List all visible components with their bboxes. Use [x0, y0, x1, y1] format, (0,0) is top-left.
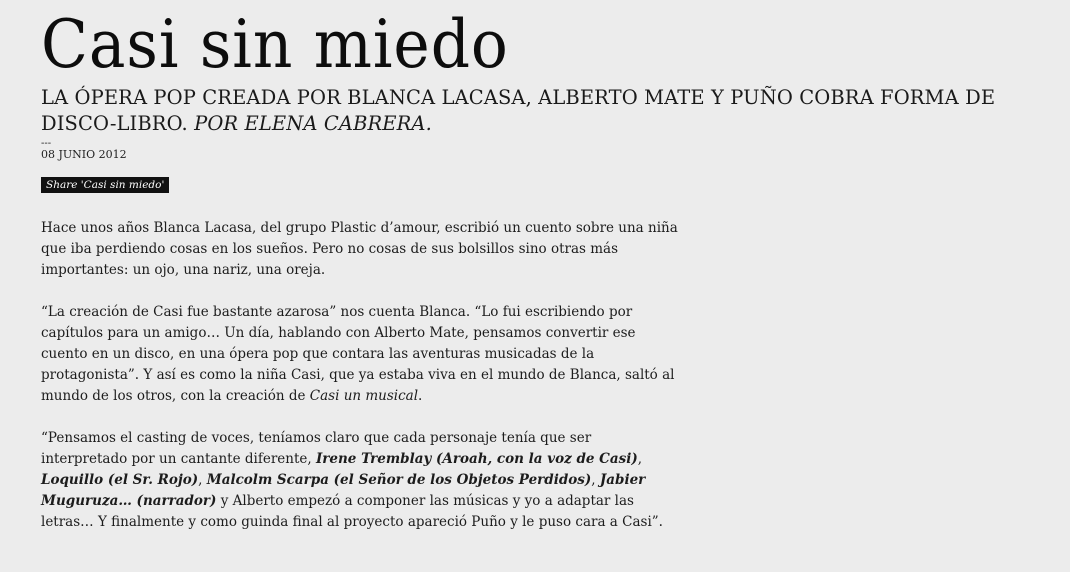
paragraph-2-end: .: [418, 388, 423, 404]
subtitle-text: LA ÓPERA POP CREADA POR BLANCA LACASA, ALBERTO MATE Y PUÑO COBRA FORMA DE DISCO-LIBRO.: [41, 86, 996, 135]
byline: POR ELENA CABRERA.: [194, 112, 432, 135]
paragraph-3-end: y Alberto empezó a componer las músicas y yo a adaptar las letras… Y finalmente y como guinda final al proyecto apareció Puño y le puso cara a Casi”.: [41, 493, 663, 530]
cast-irene: Irene Tremblay (Aroah, con la voz de Casi): [315, 451, 638, 467]
paragraph-3-text: “Pensamos el casting de voces, teníamos claro que cada personaje tenía que ser interpretado por un cantante diferente,: [41, 430, 592, 467]
share-button[interactable]: Share 'Casi sin miedo': [41, 177, 169, 193]
article-body: [41, 218, 681, 533]
comma: ,: [591, 472, 600, 488]
separator: ---: [41, 138, 52, 149]
cast-malcolm: Malcolm Scarpa (el Señor de los Objetos Perdidos): [206, 472, 592, 488]
paragraph-3: [41, 428, 681, 533]
cast-loquillo: Loquillo (el Sr. Rojo): [41, 472, 199, 488]
publish-date: 08 JUNIO 2012: [41, 148, 127, 161]
cast-jabier: Jabier Muguruza… (narrador): [41, 472, 646, 509]
paragraph-1: Hace unos años Blanca Lacasa, del grupo Plastic d’amour, escribió un cuento sobre una niña que iba perdiendo cosas en los sueños. Pero no cosas de sus bolsillos sino otras más importantes: un ojo, una nariz, una oreja.: [41, 220, 678, 278]
musical-title: Casi un musical: [309, 388, 419, 404]
article: [41, 6, 1061, 554]
paragraph-2-text: “La creación de Casi fue bastante azarosa” nos cuenta Blanca. “Lo fui escribiendo por capítulos para un amigo… Un día, hablando con Alberto Mate, pensamos convertir ese cuento en un disco, en una ópera pop que contara las aventuras musicadas de la protagonista”. Y así es como la niña Casi, que ya estaba viva en el mundo de Blanca, saltó al mundo de los otros, con la creación de: [41, 304, 675, 404]
article-title: Casi sin miedo: [41, 6, 509, 83]
comma: ,: [637, 451, 643, 467]
paragraph-2: [41, 302, 681, 407]
article-subtitle: [41, 85, 1065, 137]
comma: ,: [198, 472, 207, 488]
